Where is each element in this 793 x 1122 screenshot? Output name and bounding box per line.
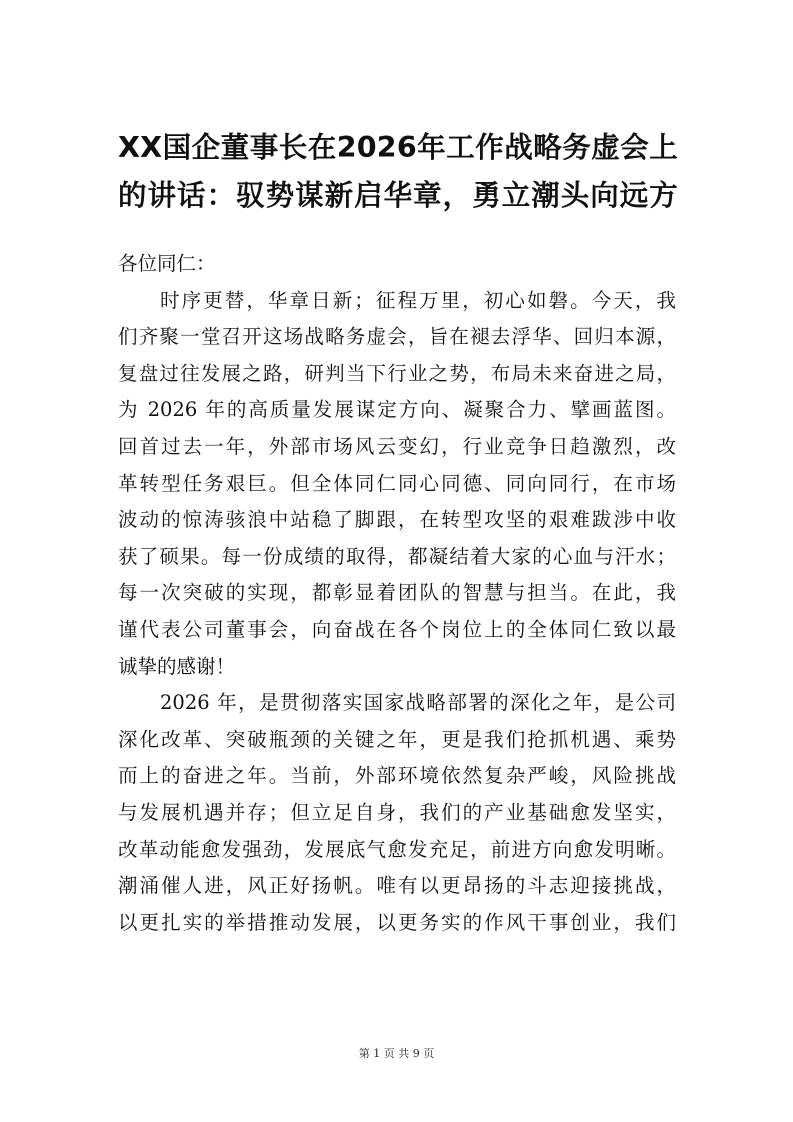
paragraph-line: 潮涌催人进，风正好扬帆。唯有以更昂扬的斗志迎接挑战， xyxy=(118,874,676,898)
paragraph-line: 波动的惊涛骇浪中站稳了脚跟，在转型攻坚的艰难跋涉中收 xyxy=(118,508,676,532)
paragraph-line: 改革动能愈发强劲，发展底气愈发充足，前进方向愈发明晰。 xyxy=(118,837,676,861)
paragraph-line: 与发展机遇并存；但立足自身，我们的产业基础愈发坚实， xyxy=(118,800,676,824)
paragraph-line: 回首过去一年，外部市场风云变幻，行业竞争日趋激烈，改 xyxy=(118,434,676,458)
page-number-footer: 第 1 页 共 9 页 xyxy=(358,1047,435,1060)
paragraph-line: 谨代表公司董事会，向奋战在各个岗位上的全体同仁致以最 xyxy=(118,617,676,641)
paragraph-line: 获了硕果。每一份成绩的取得，都凝结着大家的心血与汗水； xyxy=(118,544,676,568)
paragraph-line: 为 2026 年的高质量发展谋定方向、凝聚合力、擘画蓝图。 xyxy=(118,398,676,422)
paragraph-line: 时序更替，华章日新；征程万里，初心如磐。今天，我 xyxy=(160,288,676,312)
paragraph-line: 复盘过往发展之路，研判当下行业之势，布局未来奋进之局， xyxy=(118,361,676,385)
paragraph-line: 每一次突破的实现，都彰显着团队的智慧与担当。在此，我 xyxy=(118,581,676,605)
paragraph-line: 诚挚的感谢！ xyxy=(118,654,236,678)
paragraph-line: 2026 年，是贯彻落实国家战略部署的深化之年，是公司 xyxy=(160,691,676,715)
title-line: XX国企董事长在2026年工作战略务虚会上 xyxy=(118,131,678,164)
document-body xyxy=(118,246,676,941)
paragraph-line: 们齐聚一堂召开这场战略务虚会，旨在褪去浮华、回归本源， xyxy=(118,325,676,349)
paragraph-line: 以更扎实的举措推动发展，以更务实的作风干事创业，我们 xyxy=(118,910,676,934)
greeting: 各位同仁： xyxy=(118,252,216,275)
paragraph-line: 而上的奋进之年。当前，外部环境依然复杂严峻，风险挑战 xyxy=(118,764,676,788)
document-title xyxy=(118,124,678,220)
paragraph-line: 深化改革、突破瓶颈的关键之年，更是我们抢抓机遇、乘势 xyxy=(118,727,676,751)
paragraph-line: 革转型任务艰巨。但全体同仁同心同德、同向同行，在市场 xyxy=(118,471,676,495)
title-line: 的讲话：驭势谋新启华章，勇立潮头向远方 xyxy=(118,179,678,212)
